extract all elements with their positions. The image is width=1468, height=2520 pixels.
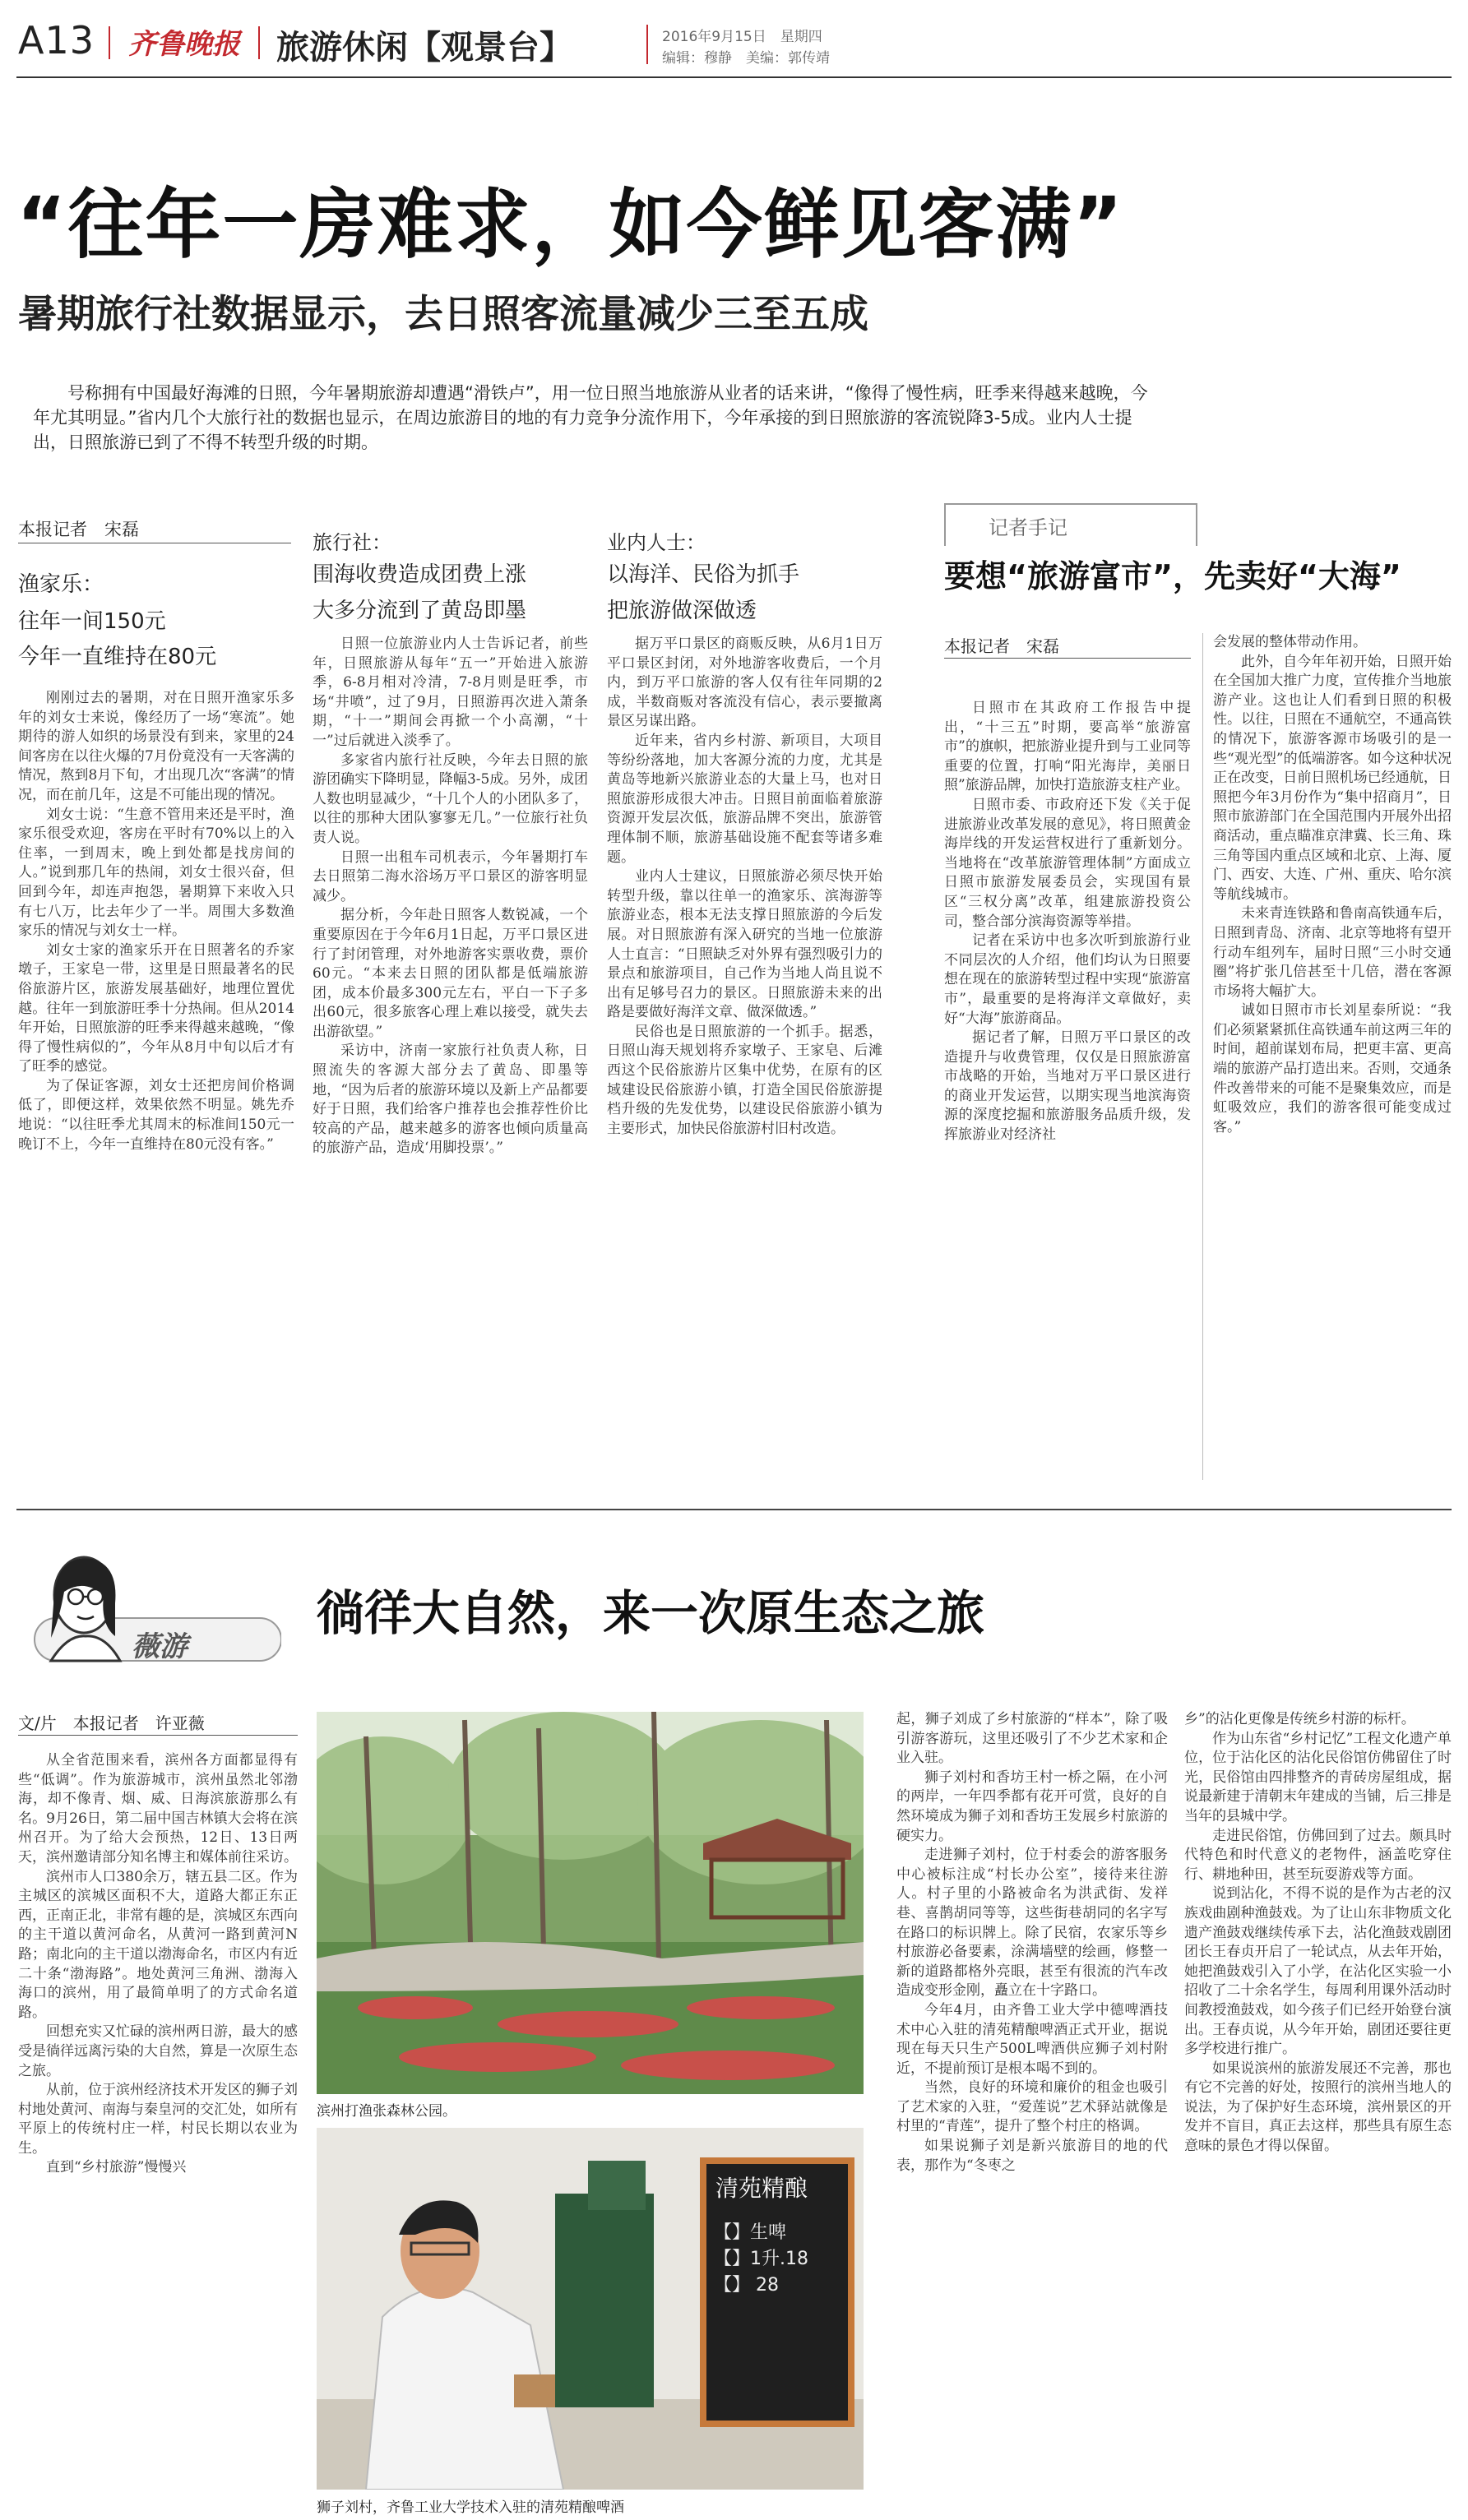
col1-head: 今年一直维持在80元 [18,645,217,669]
paragraph: 直到“乡村旅游”慢慢兴 [46,2159,187,2176]
feature-title: 徜徉大自然，来一次原生态之旅 [317,1585,985,1641]
paragraph: 当然，良好的环境和廉价的租金也吸引了艺术家的入驻，“爱莲说”艺术驿站就像是村里的“青莲”，提升了整个村庄的格调。 [896,2079,1168,2135]
byline: 文/片 本报记者 许亚薇 [18,1713,205,1733]
header-divider [258,26,260,59]
paragraph: 据万平口景区的商贩反映，从6月1日万平口景区封闭，对外地游客收费后，一个月内，到万平口旅游的客人仅有往年同期的2成，半数商贩对客流没有信心，表示要撤离景区另谋出路。 [607,636,882,730]
paragraph: 采访中，济南一家旅行社负责人称，日照流失的客源大部分去了黄岛、即墨等地，“因为后者的旅游环境以及新上产品都要好于日照，我们给客户推荐也会推荐性价比较高的产品，越来越多的游客也倾向质量高的旅游产品，造成‘用脚投票’。” [313,1043,588,1157]
paragraph: 日照一位旅游业内人士告诉记者，前些年，日照旅游从每年“五一”开始进入旅游季，6-8月相对冷清，7-8月则是旺季，市场“井喷”，过了9月，日照游再次进入萧条期，“十一”期间会再掀一个小高潮，“十一”过后就进入淡季了。 [313,636,588,749]
section-rule [16,1509,1452,1510]
issue-date: 2016年9月15日 星期四 [662,29,822,45]
paragraph: 狮子刘村和香坊王村一桥之隔，在小河的两岸，一年四季都有花开可赏，良好的自然环境成为狮子刘和香坊王发展乡村旅游的硬实力。 [896,1769,1168,1844]
forest-park-photo [317,1712,864,2094]
notes-byline-rule [944,658,1191,659]
paragraph: 据分析，今年赴日照客人数锐减，一个重要原因在于今年6月1日起，万平口景区进行了封闭管理，对外地游客实票收费，票价60元。“本来去日照的团队都是低端旅游团，成本价最多300元左右，平白一下子多出60元，很多旅客心理上难以接受，就失去出游欲望。” [313,907,588,1040]
notes-label: 记者手记 [989,516,1067,539]
page-number: A13 [18,18,95,62]
paragraph: 如果说滨州的旅游发展还不完善，那也有它不完善的好处，按照行的滨州当地人的说法，为了保护好生态环境，滨州景区的开发并不盲目，真正去这样，那些具有原生态意味的景色才得以保留。 [1184,2060,1452,2155]
header-divider [109,26,110,59]
col2-head: 围海收费造成团费上涨 [313,562,527,587]
col1-kicker: 渔家乐： [18,572,104,597]
feature-col1 [18,1751,298,2512]
paragraph: 刘女士家的渔家乐开在日照著名的乔家墩子，王家皂一带，这里是日照最著名的民俗旅游片区，旅游发展基础好，地理位置优越。往年一到旅游旺季十分热闹。但从2014年开始，日照旅游的旺季来得越来越晚，“像得了慢性病似的”，今年从8月中旬以后才有了旺季的感觉。 [18,941,294,1075]
chalkboard-menu [714,2220,808,2299]
paragraph: 为了保证客源，刘女士还把房间价格调低了，即便这样，效果依然不明显。姚先乔地说：“以往旺季尤其周末的标准间150元一晚订不上，今年一直维持在80元没有客。” [18,1077,294,1153]
header-rule [16,76,1452,78]
notes-label-box [944,503,1197,546]
paragraph: 日照市委、市政府还下发《关于促进旅游业改革发展的意见》，将日照黄金海岸线的开发运营权进行了重新划分。当地将在“改革旅游管理体制”方面成立日照市旅游发展委员会，实现国有景区“三权分离”改革，组建旅游投资公司，整合部分滨海资源等举措。 [944,796,1191,930]
col3-head: 以海洋、民俗为抓手 [607,562,800,587]
paragraph: 记者在采访中也多次听到旅游行业不同层次的人介绍，他们均认为日照要想在现在的旅游转型过程中实现“旅游富市”，最重要的是将海洋文章做好，卖好“大海”旅游商品。 [944,932,1191,1027]
paragraph: 刚刚过去的暑期，对在日照开渔家乐多年的刘女士来说，像经历了一场“寒流”。她期待的游人如织的场景没有到来，家里的24间客房在以往火爆的7月份竟没有一天客满的情况，熬到8月下旬，才出现几次“客满”的情况，而在前几年，这是不可能出现的情况。 [18,690,294,803]
col3-kicker: 业内人士： [607,531,706,554]
headline: “往年一房难求，如今鲜见客满” [16,181,1124,269]
photo-caption: 滨州打渔张森林公园。 [317,2103,456,2120]
col2-kicker: 旅行社： [313,531,391,554]
col1-body [18,689,294,1480]
paragraph: 作为山东省“乡村记忆”工程文化遗产单位，位于沾化区的沾化民俗馆仿佛留住了时光，民俗馆由四排整齐的青砖房屋组成，据说最新建于清朝末年建成的当铺，后三排是当年的县城中学。 [1184,1730,1452,1824]
paragraph: 日照市在其政府工作报告中提出，“十三五”时期，要高举“旅游富市”的旗帜，把旅游业提升到与工业同等重要的位置，打响“阳光海岸，美丽日照”旅游品牌，加快打造旅游支柱产业。 [944,700,1191,794]
paragraph: 会发展的整体带动作用。 [1213,634,1367,650]
paragraph: 走进狮子刘村，位于村委会的游客服务中心被标注成“村长办公室”，接待来往游人。村子里的小路被命名为洪武街、发祥巷、喜鹊胡同等等，这些街巷胡同的名字写在路口的标识牌上。除了民宿，农家乐等乡村旅游必备要素，涂满墙壁的绘画，修整一新的道路都格外亮眼，甚至有很流的汽车改造成变形金刚，矗立在十字路口。 [896,1847,1168,2000]
paragraph: 如果说狮子刘是新兴旅游目的地的代表，那作为“冬枣之 [896,2138,1168,2174]
editor-credits: 编辑：穆静 美编：郭传靖 [662,50,830,67]
paragraph: 从全省范围来看，滨州各方面都显得有些“低调”。作为旅游城市，滨州虽然北邻渤海，却不像青、烟、威、日海滨旅游那么有名。9月26日，第二届中国吉林镇大会将在滨州召开。为了给大会预热，12日、13日两天，滨州邀请部分知名博主和媒体前往采访。 [18,1752,298,1866]
notes-title: 要想“旅游富市”，先卖好“大海” [944,558,1401,594]
paragraph: 业内人士建议，日照旅游必须尽快开始转型升级，靠以往单一的渔家乐、滨海游等旅游业态，根本无法支撑日照旅游的今后发展。对日照旅游有深入研究的当地一位旅游人士直言：“日照缺乏对外界有强烈吸引力的景点和旅游项目，自己作为当地人尚且说不出有足够号召力的景区。日照旅游未来的出路是要做好海洋文章、做深做透。” [607,868,882,1021]
lead-paragraph: 号称拥有中国最好海滩的日照，今年暑期旅游却遭遇“滑铁卢”，用一位日照当地旅游从业者的话来讲，“像得了慢性病，旺季来得越来越晚，今年尤其明显。”省内几个大旅行社的数据也显示，在周边旅游目的地的有力竞争分流作用下，今年承接的到日照旅游的客流锐降3-5成。业内人士提出，日照旅游已到了不得不转型升级的时期。 [33,383,1148,452]
paragraph: 刘女士说：“生意不管用来还是平时，渔家乐很受欢迎，客房在平时有70%以上的入住率，一到周末，晚上到处都是找房间的人。”说到那几年的热闹，刘女士很兴奋，但回到今年，却连声抱怨，暑期算下来收入只有七八万，比去年少了一半。周围大多数渔家乐的情况与刘女士一样。 [18,806,294,940]
chalkboard-line: 【】 28 [714,2275,779,2296]
paragraph: 今年4月，由齐鲁工业大学中德啤酒技术中心入驻的清苑精酿啤酒正式开业，据说现在每天只生产500L啤酒供应狮子刘村附近，不提前预订是根本喝不到的。 [896,2001,1168,2077]
forest-park-image [317,1712,864,2094]
feature-col2 [896,1710,1168,2512]
byline: 本报记者 宋磊 [18,520,139,539]
notes-byline: 本报记者 宋磊 [944,636,1059,656]
column-badge: 薇游 [132,1630,188,1663]
chalkboard-title: 清苑精酿 [715,2175,808,2202]
paragraph: 诚如日照市市长刘星泰所说：“我们必须紧紧抓住高铁通车前这两三年的时间，超前谋划布局，把更丰富、更高端的旅游产品打造出来。否则，交通条件改善带来的可能不是聚集效应，而是虹吸效应，我们的游客很可能变成过客。” [1213,1002,1452,1135]
paragraph: 近年来，省内乡村游、新项目，大项目等纷纷落地，加大客源分流的力度，尤其是黄岛等地新兴旅游业态的大量上马，也对日照旅游形成很大冲击。日照目前面临着旅游资源开发层次低，旅游品牌不突出，旅游管理体制不顺，旅游基础设施不配套等诸多难题。 [607,732,882,866]
paragraph: 此外，自今年年初开始，日照开始在全国加大推广力度，宣传推介当地旅游产业。这也让人们看到日照的积极性。以往，日照在不通航空，不通高铁的情况下，旅游客源市场吸引的是一些“观光型”的低端游客。如今这种状况正在改变，日前日照机场已经通航，日照把今年3月份作为“集中招商月”，日照市旅游部门在全国范围内开展外出招商活动，重点瞄准京津冀、长三角、珠三角等国内重点区域和北京、上海、厦门、西安、大连、广州、重庆、哈尔滨等航线城市。 [1213,653,1452,903]
col3-head: 把旅游做深做透 [607,599,757,623]
feature-col3 [1184,1710,1452,2512]
col2-head: 大多分流到了黄岛即墨 [313,599,527,623]
paragraph: 乡”的沾化更像是传统乡村游的标杆。 [1184,1711,1415,1727]
notes-column-rule [1202,633,1203,1480]
chalkboard-line: 【】生啤 [714,2222,787,2243]
paragraph: 民俗也是日照旅游的一个抓手。据悉，日照山海天规划将乔家墩子、王家皂、后滩西这个民俗旅游片区集中优势，在原有的区域建设民俗旅游小镇，打造全国民俗旅游提档升级的先发优势，以建设民俗旅游小镇为主要形式，加快民俗旅游村旧村改造。 [607,1023,882,1137]
paragraph: 起，狮子刘成了乡村旅游的“样本”，除了吸引游客游玩，这里还吸引了不少艺术家和企业入驻。 [896,1711,1168,1767]
paper-name: 齐鲁晚报 [128,28,240,61]
section-title: 旅游休闲【观景台】 [276,29,572,67]
header-divider [646,25,648,64]
notes-col1 [944,699,1191,1480]
paragraph: 多家省内旅行社反映，今年去日照的旅游团确实下降明显，降幅3-5成。另外，成团人数也明显减少，“十几个人的小团队多了，以往的那种大团队寥寥无几。”一位旅行社负责人说。 [313,751,588,846]
paragraph: 走进民俗馆，仿佛回到了过去。颇具时代特色和时代意义的老物件，涵盖吃穿住行、耕地种田，甚至玩耍游戏等方面。 [1184,1827,1452,1883]
col3-body [607,635,882,1480]
byline-rule [18,1735,298,1736]
col1-head: 往年一间150元 [18,609,166,634]
paragraph: 从前，位于滨州经济技术开发区的狮子刘村地处黄河、南海与秦皇河的交汇处，如所有平原上的传统村庄一样，村民长期以农业为生。 [18,2082,298,2157]
col2-body [313,635,588,1480]
subheadline: 暑期旅行社数据显示，去日照客流量减少三至五成 [18,292,868,337]
chalkboard-line: 【】1升.18 [714,2249,808,2269]
photo-caption: 狮子刘村，齐鲁工业大学技术入驻的清苑精酿啤酒 [317,2499,624,2516]
paragraph: 据记者了解，日照万平口景区的改造提升与收费管理，仅仅是日照旅游富市战略的开始，当地对万平口景区进行的商业开发运营，以期实现当地滨海资源的深度挖掘和旅游服务品质升级，发挥旅游业对经济社 [944,1029,1191,1144]
paragraph: 未来青连铁路和鲁南高铁通车后，日照到青岛、济南、北京等地将有望开行动车组列车，届时日照“三小时交通圈”将扩张几倍甚至十几倍，潜在客源市场将大幅扩大。 [1213,905,1452,1000]
notes-col2 [1213,633,1452,1480]
paragraph: 回想充实又忙碌的滨州两日游，最大的感受是徜徉远离污染的大自然，算是一次原生态之旅。 [18,2023,298,2079]
paragraph: 说到沾化，不得不说的是作为古老的汉族戏曲剧种渔鼓戏。为了让山东非物质文化遗产渔鼓戏继续传承下去，沾化渔鼓戏剧团团长王春贞开启了一轮试点，从去年开始，她把渔鼓戏引入了小学，在沾化区实验一小招收了二十余名学生，每周利用课外活动时间教授渔鼓戏，如今孩子们已经开始登台演出。王春贞说，从今年开始，剧团还要往更多学校进行推广。 [1184,1885,1452,2058]
paragraph: 日照一出租车司机表示，今年暑期打车去日照第二海水浴场万平口景区的游客明显减少。 [313,848,588,904]
paragraph: 滨州市人口380余万，辖五县二区。作为主城区的滨城区面积不大，道路大都正东正西，正南正北，非常有趣的是，滨城区东西向的主干道以黄河命名，从黄河一路到黄河N路；南北向的主干道以渤海命名，市区内有近二十条“渤海路”。地处黄河三角洲、渤海入海口的滨州，用了最简单明了的方式命名道路。 [18,1868,298,2021]
